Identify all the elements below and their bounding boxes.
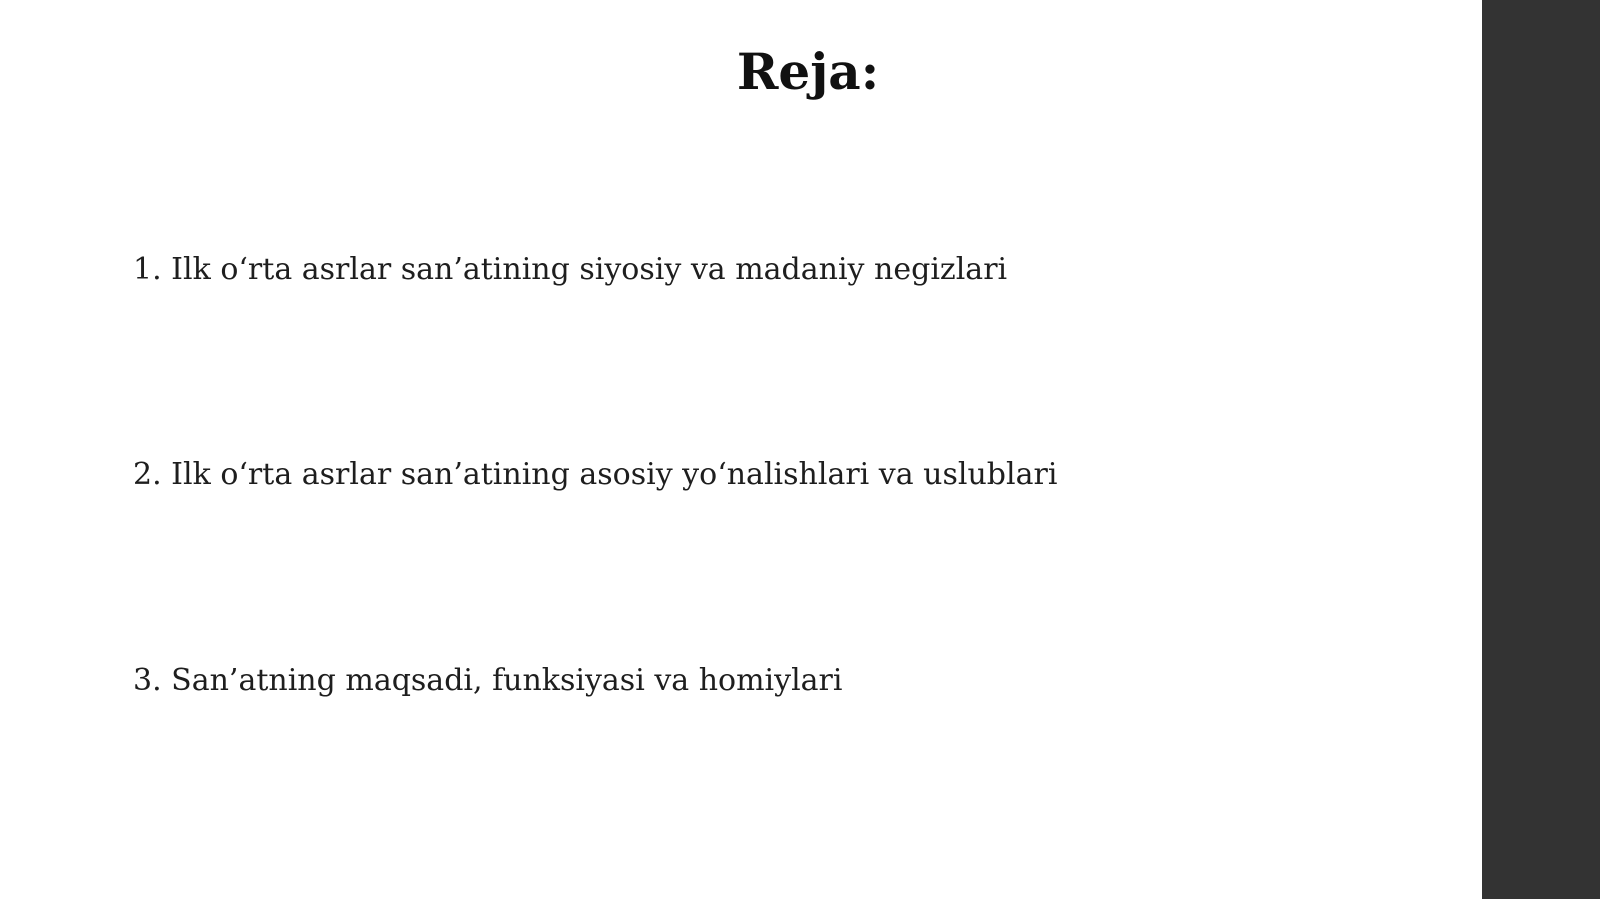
slide-title: Reja: xyxy=(736,42,880,101)
plan-item: 2. Ilk o‘rta asrlar san’atining asosiy yo‘nalishlari va uslublari xyxy=(133,457,1058,492)
plan-item: 3. San’atning maqsadi, funksiyasi va homiylari xyxy=(133,663,843,698)
plan-item: 1. Ilk o‘rta asrlar san’atining siyosiy va madaniy negizlari xyxy=(133,252,1008,287)
side-panel xyxy=(1482,0,1600,899)
